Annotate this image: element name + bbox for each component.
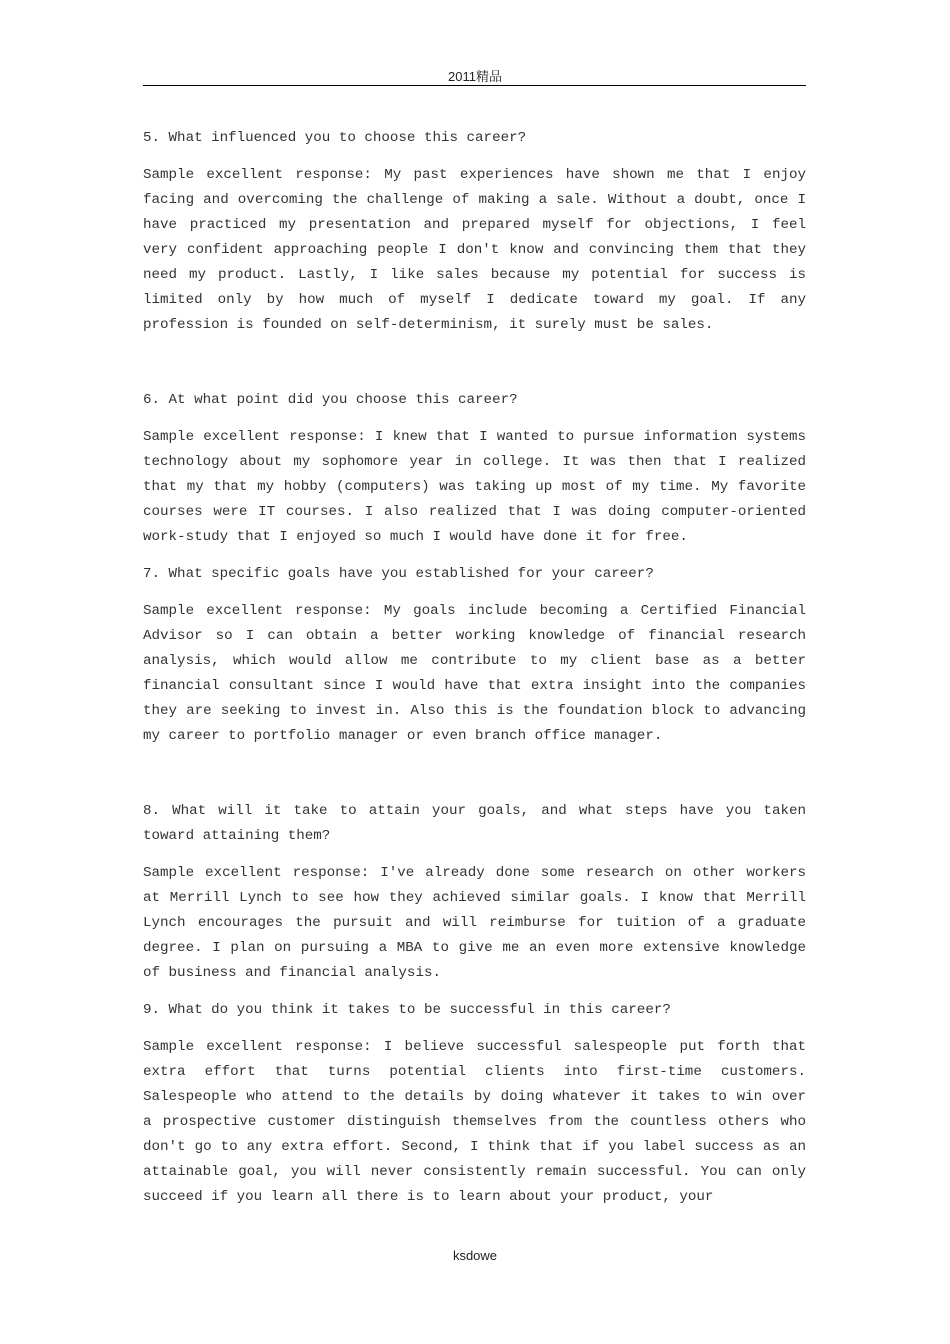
question-9: 9. What do you think it takes to be successful in this career?	[143, 1002, 671, 1018]
question-8: 8. What will it take to attain your goals, and what steps have you taken toward attaining them?	[143, 803, 806, 844]
answer-7: Sample excellent response: My goals include becoming a Certified Financial Advisor so I can obtain a better working knowledge of financial research analysis, which would allow me contribute to my client base as a better financial consultant since I would have that extra insight into the companies they are seeking to invest in. Also this is the foundation block to advancing my career to portfolio manager or even branch office manager.	[143, 603, 806, 744]
answer-5: Sample excellent response: My past experiences have shown me that I enjoy facing and overcoming the challenge of making a sale. Without a doubt, once I have practiced my presentation and prepared myself for objections, I feel very confident approaching people I don't know and convincing them that they need my product. Lastly, I like sales because my potential for success is limited only by how much of myself I dedicate toward my goal. If any profession is founded on self-determinism, it surely must be sales.	[143, 167, 806, 333]
question-5: 5. What influenced you to choose this career?	[143, 130, 527, 146]
spacer	[143, 350, 806, 388]
spacer	[143, 761, 806, 799]
document-body	[143, 126, 806, 1222]
header-divider	[143, 85, 806, 86]
answer-8: Sample excellent response: I've already done some research on other workers at Merrill Lynch to see how they achieved similar goals. I know that Merrill Lynch encourages the pursuit and will reimburse for tuition of a graduate degree. I plan on pursuing a MBA to give me an even more extensive knowledge of business and financial analysis.	[143, 865, 806, 981]
question-7: 7. What specific goals have you established for your career?	[143, 566, 654, 582]
answer-6: Sample excellent response: I knew that I wanted to pursue information systems technology about my sophomore year in college. It was then that I realized that my that my hobby (computers) was taking up most of my time. My favorite courses were IT courses. I also realized that I was doing computer-oriented work-study that I enjoyed so much I would have done it for free.	[143, 429, 806, 545]
question-6: 6. At what point did you choose this career?	[143, 392, 518, 408]
page-footer: ksdowe	[452, 1248, 498, 1263]
page-header: 2011精品	[448, 69, 502, 84]
answer-9: Sample excellent response: I believe successful salespeople put forth that extra effort that turns potential clients into first-time customers. Salespeople who attend to the details by doing whatever it takes to win over a prospective customer distinguish themselves from the countless others who don't go to any extra effort. Second, I think that if you label success as an attainable goal, you will never consistently remain successful. You can only succeed if you learn all there is to learn about your product, your	[143, 1039, 806, 1205]
